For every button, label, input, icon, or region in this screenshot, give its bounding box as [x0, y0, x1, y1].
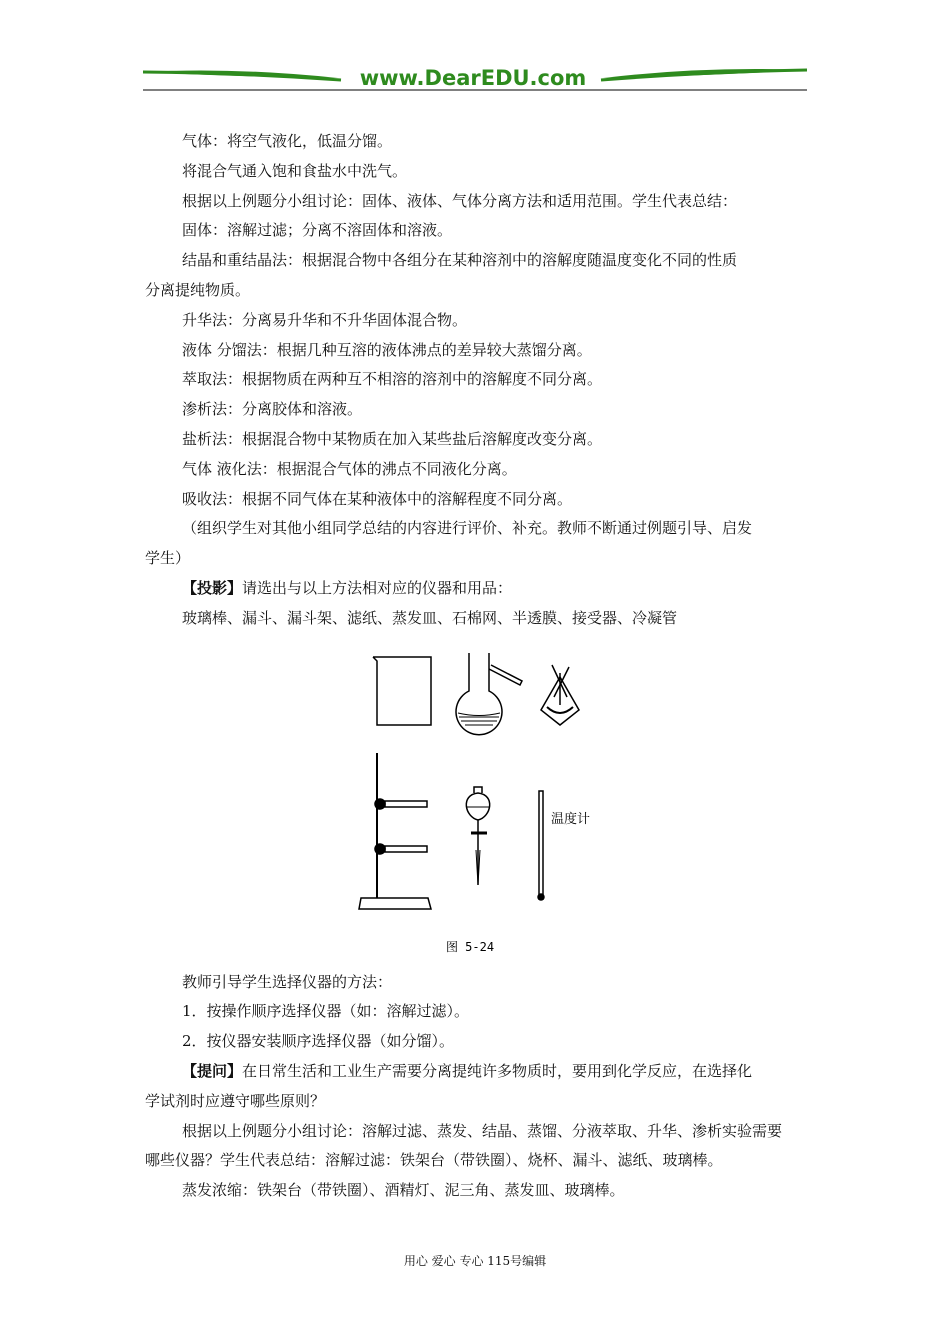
paragraph-line: 2．按仪器安装顺序选择仪器（如分馏）。 — [182, 1032, 455, 1051]
paragraph-line: 蒸发浓缩：铁架台（带铁圈）、酒精灯、泥三角、蒸发皿、玻璃棒。 — [182, 1181, 625, 1200]
projection-label: 【投影】 — [182, 578, 243, 597]
paragraph-line: 升华法：分离易升华和不升华固体混合物。 — [182, 310, 468, 329]
question-label: 【提问】 — [182, 1061, 243, 1080]
paragraph-line: 哪些仪器？学生代表总结：溶解过滤：铁架台（带铁圈）、烧杯、漏斗、滤纸、玻璃棒。 — [145, 1151, 723, 1170]
paragraph-line: 结晶和重结晶法：根据混合物中各组分在某种溶剂中的溶解度随温度变化不同的性质 — [182, 251, 738, 270]
paragraphs-bottom — [145, 1087, 807, 1206]
separatory-funnel-icon — [466, 787, 489, 885]
page-header — [143, 62, 807, 92]
paragraph-line: 学生） — [145, 549, 191, 568]
paragraph-line: 萃取法：根据物质在两种互不相溶的溶剂中的溶解度不同分离。 — [182, 370, 603, 389]
page-footer: 用心 爱心 专心 115号编辑 — [403, 1254, 547, 1268]
paragraph-line: 渗析法：分离胶体和溶液。 — [182, 400, 363, 419]
beaker-icon — [373, 657, 431, 725]
iron-stand-icon — [359, 753, 431, 909]
projection-text: 请选出与以上方法相对应的仪器和用品： — [242, 578, 513, 597]
thermometer-label: 温度计 — [551, 812, 591, 827]
paragraph-line: （组织学生对其他小组同学总结的内容进行评价、补充。教师不断通过例题引导、启发 — [182, 519, 753, 538]
instruments-line: 玻璃棒、漏斗、漏斗架、滤纸、蒸发皿、石棉网、半透膜、接受器、冷凝管 — [182, 608, 678, 627]
distillation-flask-icon — [456, 653, 522, 735]
paragraph-line: 教师引导学生选择仪器的方法： — [182, 972, 393, 991]
logo-text: www.DearEDU.com — [359, 66, 587, 90]
paragraph-line: 根据以上例题分小组讨论：溶解过滤、蒸发、结晶、蒸馏、分液萃取、升华、渗析实验需要 — [182, 1121, 783, 1140]
paragraph-line: 分离提纯物质。 — [145, 280, 251, 299]
paragraph-line: 吸收法：根据不同气体在某种液体中的溶解程度不同分离。 — [182, 489, 573, 508]
paragraph-line: 1．按操作顺序选择仪器（如：溶解过滤）。 — [182, 1002, 470, 1021]
paragraph-line: 学试剂时应遵守哪些原则？ — [145, 1091, 326, 1110]
header-logo-banner — [143, 62, 807, 92]
figure-caption: 图 5-24 — [445, 940, 495, 954]
paragraphs-top — [145, 127, 807, 574]
paragraph-line: 根据以上例题分小组讨论：固体、液体、气体分离方法和适用范围。学生代表总结： — [182, 191, 738, 210]
paragraph-line: 将混合气通入饱和食盐水中洗气。 — [182, 161, 408, 180]
paragraph-line: 气体 液化法：根据混合气体的沸点不同液化分离。 — [182, 459, 517, 478]
thermometer-icon — [538, 791, 544, 900]
question-text: 在日常生活和工业生产需要分离提纯许多物质时，要用到化学反应，在选择化 — [242, 1061, 753, 1080]
clay-triangle-crucible-icon — [541, 665, 579, 725]
question-line — [145, 1057, 807, 1087]
paragraph-line: 盐析法：根据混合物中某物质在加入某些盐后溶解度改变分离。 — [182, 429, 603, 448]
paragraph-line: 气体：将空气液化，低温分馏。 — [182, 132, 393, 150]
paragraph-line: 液体 分馏法：根据几种互溶的液体沸点的差异较大蒸馏分离。 — [182, 340, 592, 359]
paragraph-line: 固体：溶解过滤；分离不溶固体和溶液。 — [182, 221, 453, 240]
figure-5-24 — [355, 645, 605, 955]
paragraphs-mid — [145, 968, 807, 1057]
projection-line — [145, 574, 807, 604]
